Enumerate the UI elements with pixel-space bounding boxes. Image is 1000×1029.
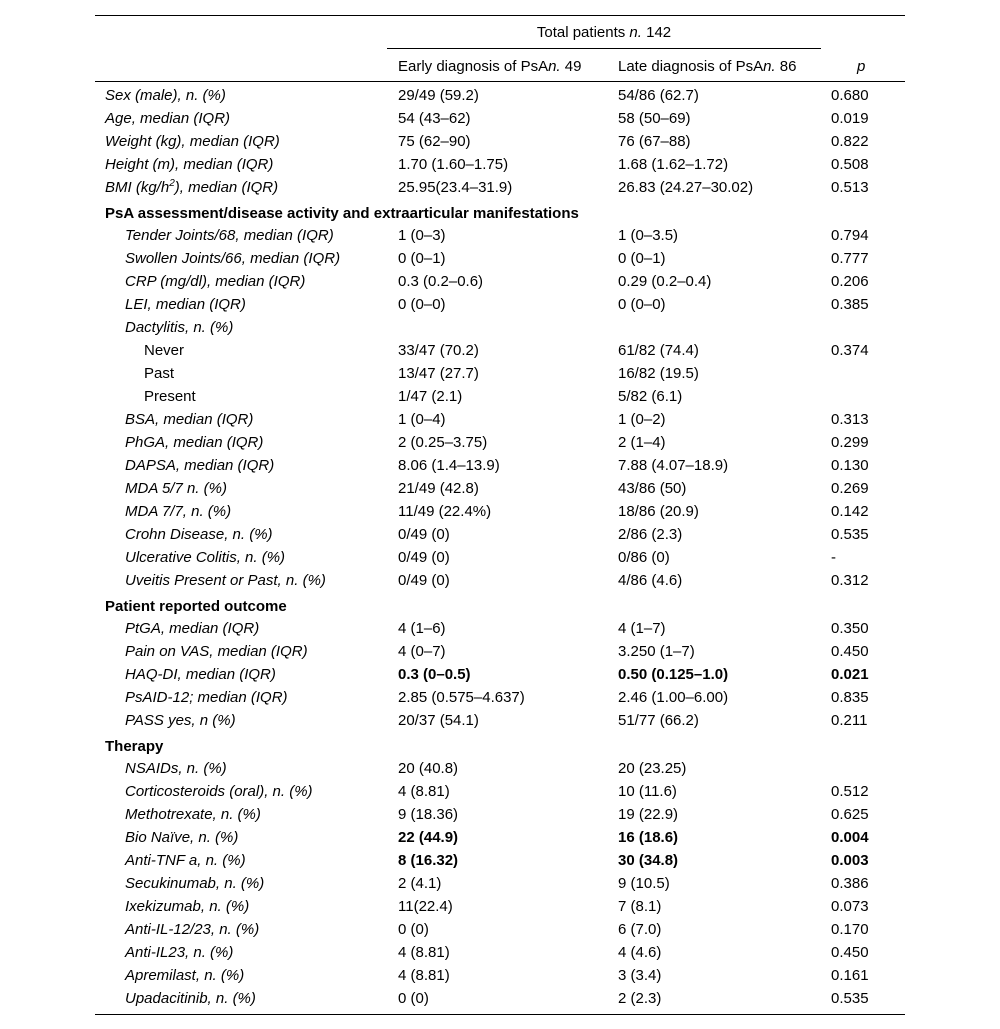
early-value: 0.3 (0.2–0.6): [398, 273, 484, 290]
early-value: 20 (40.8): [398, 760, 459, 777]
p-value: 0.142: [831, 503, 869, 520]
row-label: Upadacitinib, n. (%): [125, 990, 256, 1007]
table-row: [95, 500, 905, 523]
table-row: [95, 546, 905, 569]
early-value: 0 (0): [398, 921, 429, 938]
early-value: 0 (0): [398, 990, 429, 1007]
early-value: 11/49 (22.4%): [398, 503, 492, 520]
late-value: 54/86 (62.7): [618, 87, 699, 104]
p-value: 0.450: [831, 944, 869, 961]
row-label-text: BMI (kg/h: [105, 179, 170, 196]
table-row: [95, 84, 905, 107]
p-value: 0.130: [831, 457, 869, 474]
early-value: 1 (0–3): [398, 227, 446, 244]
late-value: 1.68 (1.62–1.72): [618, 156, 729, 173]
late-value: 2/86 (2.3): [618, 526, 683, 543]
total-n: n.: [629, 24, 642, 41]
early-value: 2 (4.1): [398, 875, 442, 892]
row-label-superscript: 2: [169, 178, 175, 189]
p-value-header: p: [857, 58, 866, 75]
late-value: 3 (3.4): [618, 967, 662, 984]
section-label: Patient reported outcome: [105, 598, 287, 615]
row-label: Ixekizumab, n. (%): [125, 898, 250, 915]
early-value: 4 (8.81): [398, 967, 450, 984]
row-label: Ulcerative Colitis, n. (%): [125, 549, 286, 566]
early-value: 0 (0–1): [398, 250, 446, 267]
table-row: [95, 176, 905, 199]
late-value: 19 (22.9): [618, 806, 679, 823]
total-value: 142: [641, 24, 672, 41]
col1-n: n.: [548, 58, 561, 75]
p-value: 0.513: [831, 179, 869, 196]
late-value: 6 (7.0): [618, 921, 662, 938]
total-label: Total patients: [536, 24, 630, 41]
late-value: 0.29 (0.2–0.4): [618, 273, 712, 290]
row-label: PhGA, median (IQR): [125, 434, 264, 451]
early-value: 1 (0–4): [398, 411, 446, 428]
row-label: PsAID-12; median (IQR): [125, 689, 288, 706]
late-value: 5/82 (6.1): [618, 388, 683, 405]
p-value: 0.019: [831, 110, 869, 127]
table-row: [95, 663, 905, 686]
early-value: 11(22.4): [398, 898, 453, 915]
table-row: [95, 918, 905, 941]
late-value: 2 (1–4): [618, 434, 666, 451]
late-value: 30 (34.8): [618, 852, 679, 869]
row-label: CRP (mg/dl), median (IQR): [125, 273, 306, 290]
late-value: 26.83 (24.27–30.02): [618, 179, 754, 196]
p-value: 0.313: [831, 411, 869, 428]
late-value: 61/82 (74.4): [618, 342, 699, 359]
section-header: [95, 199, 905, 224]
p-value: 0.386: [831, 875, 869, 892]
late-value: 43/86 (50): [618, 480, 687, 497]
p-value: 0.508: [831, 156, 869, 173]
late-value: 20 (23.25): [618, 760, 687, 777]
late-value: 18/86 (20.9): [618, 503, 699, 520]
late-value: 51/77 (66.2): [618, 712, 699, 729]
late-value: 4 (1–7): [618, 620, 666, 637]
late-value: 0 (0–1): [618, 250, 666, 267]
late-value: 0.50 (0.125–1.0): [618, 666, 729, 683]
p-value: 0.680: [831, 87, 869, 104]
early-value: 2.85 (0.575–4.637): [398, 689, 525, 706]
late-value: 1 (0–3.5): [618, 227, 679, 244]
row-label: Uveitis Present or Past, n. (%): [125, 572, 326, 589]
late-value: 16 (18.6): [618, 829, 679, 846]
row-label: HAQ-DI, median (IQR): [125, 666, 276, 683]
p-value: 0.822: [831, 133, 869, 150]
p-value: 0.021: [831, 666, 869, 683]
table-row: [95, 270, 905, 293]
table-row: [95, 339, 905, 362]
late-value: 2.46 (1.00–6.00): [618, 689, 729, 706]
p-value: 0.625: [831, 806, 869, 823]
p-value: -: [831, 549, 836, 566]
row-label: Past: [144, 365, 175, 382]
table-row: [95, 362, 905, 385]
early-value: 21/49 (42.8): [398, 480, 479, 497]
table-row: [95, 523, 905, 546]
row-label: Swollen Joints/66, median (IQR): [125, 250, 341, 267]
late-value: 4 (4.6): [618, 944, 662, 961]
p-value: 0.312: [831, 572, 869, 589]
p-value: 0.073: [831, 898, 869, 915]
late-value: 0 (0–0): [618, 296, 666, 313]
p-value: 0.211: [831, 712, 868, 729]
p-value: 0.535: [831, 990, 869, 1007]
early-value: 0 (0–0): [398, 296, 446, 313]
row-label: Methotrexate, n. (%): [125, 806, 261, 823]
section-header: [95, 732, 905, 757]
table-row: [95, 224, 905, 247]
early-value: 1/47 (2.1): [398, 388, 463, 405]
row-label: PtGA, median (IQR): [125, 620, 260, 637]
table-row: [95, 826, 905, 849]
early-value: 4 (8.81): [398, 783, 450, 800]
late-value: 1 (0–2): [618, 411, 666, 428]
early-value: 22 (44.9): [398, 829, 459, 846]
p-value: 0.450: [831, 643, 869, 660]
table-row: [95, 803, 905, 826]
late-value: 16/82 (19.5): [618, 365, 699, 382]
row-label: PASS yes, n (%): [125, 712, 236, 729]
row-label: DAPSA, median (IQR): [125, 457, 275, 474]
table-row: [95, 780, 905, 803]
table-row: [95, 640, 905, 663]
p-value: 0.004: [831, 829, 869, 846]
row-label: Sex (male), n. (%): [105, 87, 226, 104]
table-row: [95, 408, 905, 431]
row-label: MDA 7/7, n. (%): [125, 503, 232, 520]
row-label: Present: [144, 388, 196, 405]
p-value: 0.777: [831, 250, 869, 267]
early-value: 0/49 (0): [398, 526, 450, 543]
table-body: [95, 82, 905, 1014]
table-row: [95, 454, 905, 477]
row-label: LEI, median (IQR): [125, 296, 246, 313]
early-value: 0/49 (0): [398, 572, 450, 589]
row-label: Crohn Disease, n. (%): [125, 526, 273, 543]
late-value: 0/86 (0): [618, 549, 670, 566]
section-label: Therapy: [105, 738, 164, 755]
table-row: [95, 569, 905, 592]
late-value: 2 (2.3): [618, 990, 662, 1007]
table-column-headers: [95, 49, 905, 82]
p-value: 0.299: [831, 434, 869, 451]
col2-label: Late diagnosis of PsA: [618, 58, 764, 75]
early-diagnosis-header: [398, 58, 581, 75]
table-row: [95, 385, 905, 408]
table-row: [95, 316, 905, 339]
row-label: Pain on VAS, median (IQR): [125, 643, 308, 660]
early-value: 33/47 (70.2): [398, 342, 479, 359]
p-value: 0.385: [831, 296, 869, 313]
row-label: [105, 179, 278, 196]
row-label: Bio Naïve, n. (%): [125, 829, 239, 846]
p-value: 0.350: [831, 620, 869, 637]
early-value: 4 (1–6): [398, 620, 446, 637]
early-value: 1.70 (1.60–1.75): [398, 156, 509, 173]
p-value: 0.170: [831, 921, 869, 938]
early-value: 13/47 (27.7): [398, 365, 479, 382]
total-patients-header: [387, 24, 821, 41]
early-value: 20/37 (54.1): [398, 712, 479, 729]
late-value: 76 (67–88): [618, 133, 691, 150]
col1-label: Early diagnosis of PsA: [398, 58, 549, 75]
table-row: [95, 709, 905, 732]
table-row: [95, 686, 905, 709]
row-label: MDA 5/7 n. (%): [125, 480, 227, 497]
table-row: [95, 872, 905, 895]
table-row: [95, 293, 905, 316]
early-value: 8 (16.32): [398, 852, 459, 869]
late-value: 3.250 (1–7): [618, 643, 695, 660]
table-row: [95, 153, 905, 176]
late-value: 58 (50–69): [618, 110, 691, 127]
row-label: Secukinumab, n. (%): [125, 875, 265, 892]
early-value: 29/49 (59.2): [398, 87, 479, 104]
early-value: 0/49 (0): [398, 549, 450, 566]
early-value: 54 (43–62): [398, 110, 471, 127]
col2-value: 86: [775, 58, 797, 75]
table-row: [95, 130, 905, 153]
row-label: Corticosteroids (oral), n. (%): [125, 783, 313, 800]
table-header-group: [95, 16, 905, 49]
row-label-tail: ), median (IQR): [174, 179, 279, 196]
early-value: 2 (0.25–3.75): [398, 434, 488, 451]
col1-value: 49: [560, 58, 582, 75]
table-row: [95, 987, 905, 1010]
table-row: [95, 757, 905, 780]
col2-n: n.: [763, 58, 776, 75]
late-value: 7.88 (4.07–18.9): [618, 457, 729, 474]
row-label: BSA, median (IQR): [125, 411, 254, 428]
table-row: [95, 431, 905, 454]
section-label: PsA assessment/disease activity and extraarticular manifestations: [105, 205, 579, 222]
row-label: Height (m), median (IQR): [105, 156, 274, 173]
p-value: 0.003: [831, 852, 869, 869]
data-table: [95, 15, 905, 1015]
early-value: 4 (0–7): [398, 643, 446, 660]
table-row: [95, 107, 905, 130]
late-value: 7 (8.1): [618, 898, 662, 915]
late-value: 9 (10.5): [618, 875, 670, 892]
p-value: 0.794: [831, 227, 869, 244]
early-value: 0.3 (0–0.5): [398, 666, 471, 683]
table-row: [95, 617, 905, 640]
row-label: Apremilast, n. (%): [125, 967, 245, 984]
table-row: [95, 964, 905, 987]
late-value: 4/86 (4.6): [618, 572, 683, 589]
table-row: [95, 247, 905, 270]
row-label: Tender Joints/68, median (IQR): [125, 227, 334, 244]
p-value: 0.535: [831, 526, 869, 543]
row-label: Anti-TNF a, n. (%): [125, 852, 246, 869]
row-label: Never: [144, 342, 185, 359]
early-value: 25.95(23.4–31.9): [398, 179, 513, 196]
row-label: Weight (kg), median (IQR): [105, 133, 280, 150]
early-value: 4 (8.81): [398, 944, 450, 961]
table-row: [95, 477, 905, 500]
early-value: 9 (18.36): [398, 806, 459, 823]
early-value: 75 (62–90): [398, 133, 471, 150]
p-value: 0.512: [831, 783, 869, 800]
late-value: 10 (11.6): [618, 783, 677, 800]
early-value: 8.06 (1.4–13.9): [398, 457, 500, 474]
p-value: 0.206: [831, 273, 869, 290]
table-row: [95, 849, 905, 872]
row-label: Anti-IL-12/23, n. (%): [125, 921, 260, 938]
p-value: 0.269: [831, 480, 869, 497]
table-row: [95, 941, 905, 964]
late-diagnosis-header: [618, 58, 796, 75]
table-row: [95, 895, 905, 918]
p-value: 0.161: [831, 967, 869, 984]
row-label: Anti-IL23, n. (%): [125, 944, 234, 961]
row-label: NSAIDs, n. (%): [125, 760, 227, 777]
p-value: 0.374: [831, 342, 869, 359]
row-label: Dactylitis, n. (%): [125, 319, 234, 336]
row-label: Age, median (IQR): [105, 110, 231, 127]
section-header: [95, 592, 905, 617]
p-value: 0.835: [831, 689, 869, 706]
